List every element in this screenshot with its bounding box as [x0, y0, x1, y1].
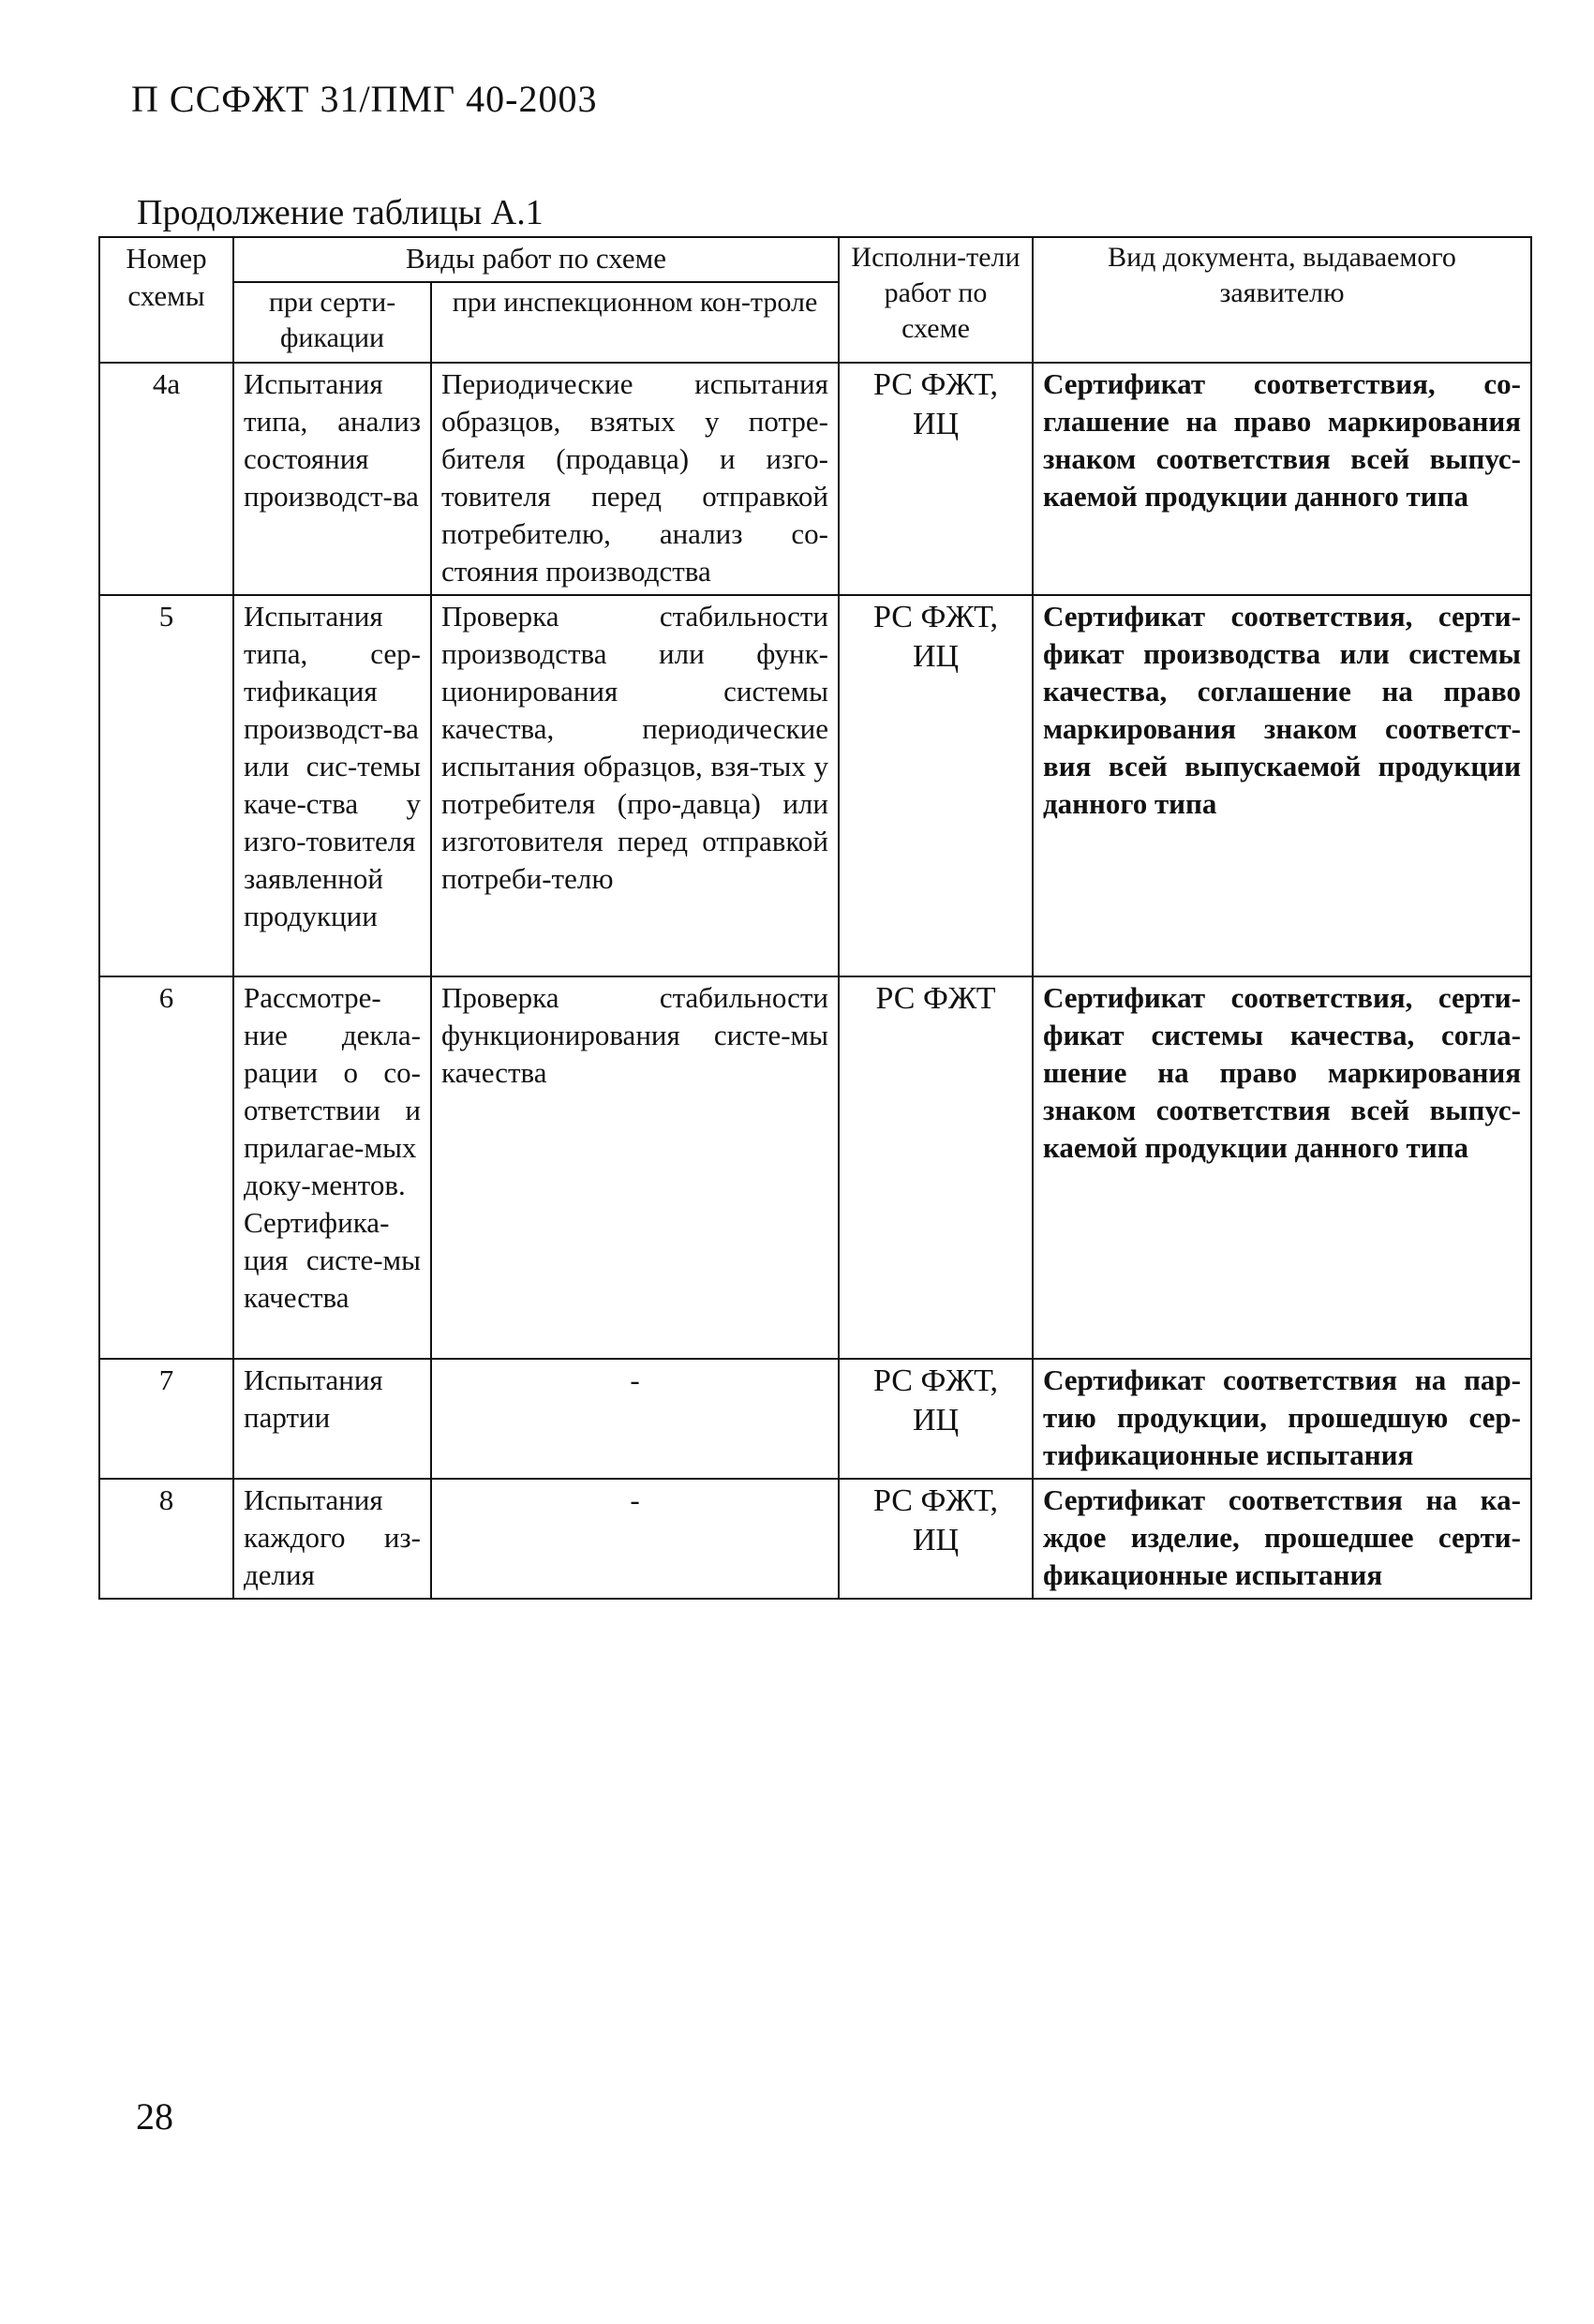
scheme-number-cell: 5: [99, 595, 233, 976]
table-row: [99, 363, 1531, 595]
scheme-number-cell: 7: [99, 1359, 233, 1479]
page-number: 28: [136, 2095, 173, 2138]
executors-cell: РС ФЖТ, ИЦ: [839, 1479, 1033, 1599]
certification-works-cell: Испытания каждого из-делия: [233, 1479, 431, 1599]
executors-cell: РС ФЖТ, ИЦ: [839, 1359, 1033, 1479]
inspection-works-cell: -: [431, 1479, 839, 1599]
header-works-by-scheme: Виды работ по схеме: [233, 237, 839, 282]
document-code-header: П ССФЖТ 31/ПМГ 40-2003: [131, 78, 598, 120]
certification-works-cell: Испытания партии: [233, 1359, 431, 1479]
header-document-type: Вид документа, выдаваемого заявителю: [1033, 237, 1531, 363]
executors-cell: РС ФЖТ, ИЦ: [839, 595, 1033, 976]
table-row: [99, 976, 1531, 1359]
document-type-cell: Сертификат соответствия, серти-фикат производства или системы качества, соглашение на право маркирования знаком соответст-вия всей выпускаемой продукции данного типа: [1033, 595, 1531, 976]
document-type-cell: Сертификат соответствия на пар-тию продукции, прошедшую сер-тификационные испытания: [1033, 1359, 1531, 1479]
inspection-works-cell: Проверка стабильности функционирования систе-мы качества: [431, 976, 839, 1359]
table-row: [99, 1359, 1531, 1479]
inspection-works-cell: -: [431, 1359, 839, 1479]
certification-works-cell: Испытания типа, сер-тификация производст-ва или сис-темы каче-ства у изго-товителя заявленной продукции: [233, 595, 431, 976]
certification-works-cell: Испытания типа, анализ состояния производст-ва: [233, 363, 431, 595]
document-type-cell: Сертификат соответствия, со-глашение на право маркирования знаком соответствия всей выпус-каемой продукции данного типа: [1033, 363, 1531, 595]
header-executors: Исполни-тели работ по схеме: [839, 237, 1033, 363]
table-row: [99, 1479, 1531, 1599]
scheme-number-cell: 6: [99, 976, 233, 1359]
executors-cell: РС ФЖТ: [839, 976, 1033, 1359]
header-scheme-number: Номер схемы: [99, 237, 233, 363]
document-type-cell: Сертификат соответствия на ка-ждое изделие, прошедшее серти-фикационные испытания: [1033, 1479, 1531, 1599]
scheme-number-cell: 8: [99, 1479, 233, 1599]
document-type-cell: Сертификат соответствия, серти-фикат системы качества, согла-шение на право маркирования знаком соответствия всей выпус-каемой продукции данного типа: [1033, 976, 1531, 1359]
header-at-inspection: при инспекционном кон-троле: [431, 282, 839, 363]
table-row: [99, 595, 1531, 976]
certification-schemes-table: [98, 236, 1532, 1600]
header-at-certification: при серти-фикации: [233, 282, 431, 363]
inspection-works-cell: Периодические испытания образцов, взятых у потре-бителя (продавца) и изго-товителя перед отправкой потребителю, анализ со-стояния производства: [431, 363, 839, 595]
scheme-number-cell: 4а: [99, 363, 233, 595]
table-header-row: [99, 237, 1531, 282]
certification-works-cell: Рассмотре-ние декла-рации о со-ответствии и прилагае-мых доку-ментов. Сертифика-ция систе-мы качества: [233, 976, 431, 1359]
executors-cell: РС ФЖТ, ИЦ: [839, 363, 1033, 595]
inspection-works-cell: Проверка стабильности производства или функ-ционирования системы качества, периодические испытания образцов, взя-тых у потребителя (про-давца) или изготовителя перед отправкой потреби-телю: [431, 595, 839, 976]
table-caption: Продолжение таблицы А.1: [137, 193, 544, 232]
